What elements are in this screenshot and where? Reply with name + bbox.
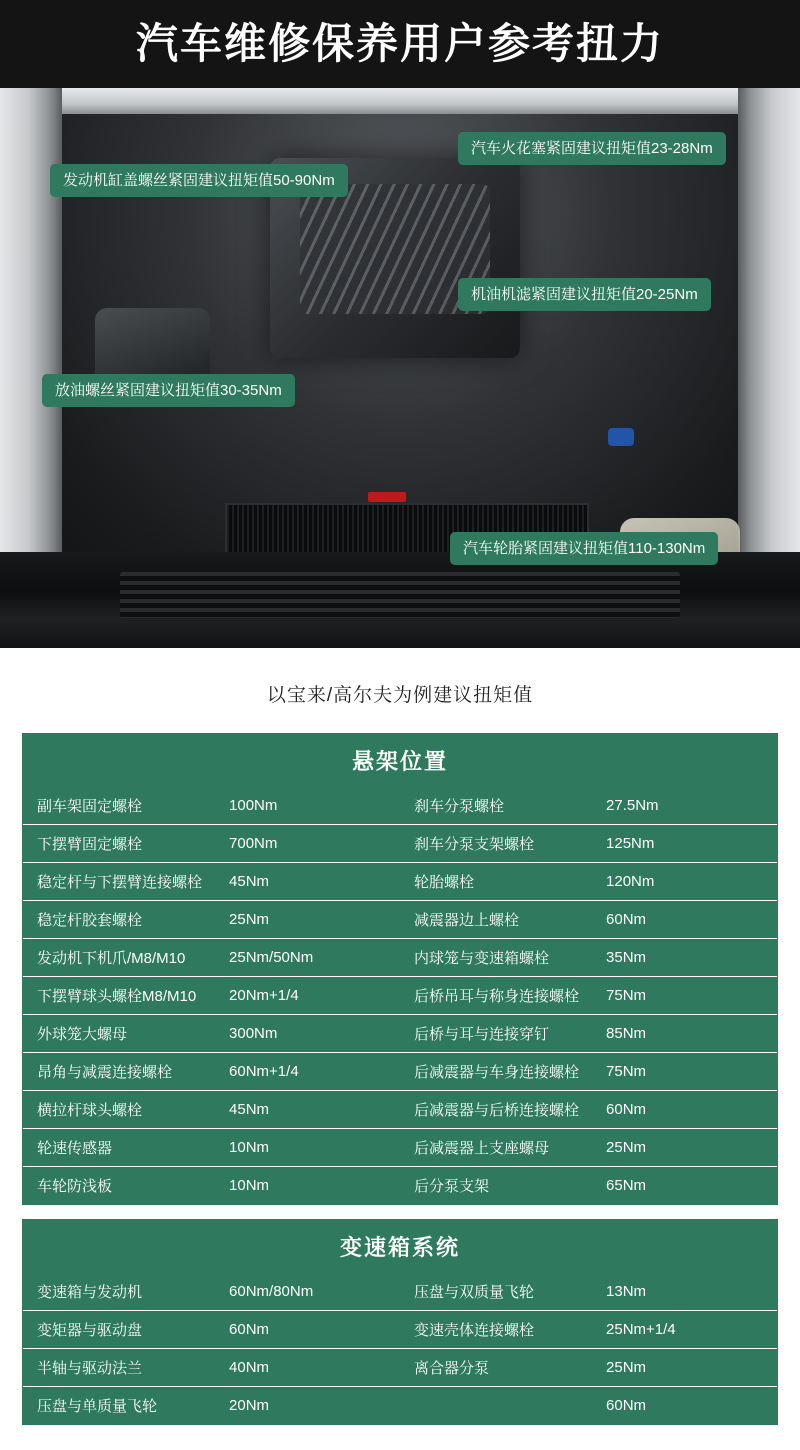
item-value: 65Nm xyxy=(606,1177,647,1194)
item-name: 横拉杆球头螺栓 xyxy=(23,1091,219,1129)
page-header xyxy=(0,0,800,88)
item-value: 60Nm xyxy=(596,1091,777,1129)
item-value: 125Nm xyxy=(596,825,777,863)
item-name: 后减震器上支座螺母 xyxy=(400,1129,596,1167)
item-name: 变矩器与驱动盘 xyxy=(23,1311,219,1349)
table-suspension-title: 悬架位置 xyxy=(23,734,777,787)
item-value: 40Nm xyxy=(219,1349,400,1387)
item-name: 后减震器与车身连接螺栓 xyxy=(400,1053,596,1091)
callout-oil-filter: 机油机滤紧固建议扭矩值20-25Nm xyxy=(458,278,711,311)
item-name: 半轴与驱动法兰 xyxy=(23,1349,219,1387)
photo-grille-shape xyxy=(120,572,680,618)
item-name: 昂角与减震连接螺栓 xyxy=(23,1053,219,1091)
table-row xyxy=(23,787,777,825)
item-value: 10Nm xyxy=(219,1129,400,1167)
item-value: 85Nm xyxy=(596,1015,777,1053)
item-value: 45Nm xyxy=(219,863,400,901)
item-name: 减震器边上螺栓 xyxy=(400,901,596,939)
table-row xyxy=(23,1387,777,1425)
table-row xyxy=(23,1167,777,1205)
item-value: 20Nm+1/4 xyxy=(219,977,400,1015)
photo-hood-edge xyxy=(0,88,800,114)
blue-cap-shape xyxy=(608,428,634,446)
item-value: 45Nm xyxy=(219,1091,400,1129)
table-row xyxy=(23,863,777,901)
item-value: 25Nm xyxy=(596,1129,777,1167)
item-value: 60Nm/80Nm xyxy=(219,1273,400,1311)
item-name: 后桥与耳与连接穿钉 xyxy=(400,1015,596,1053)
engine-bay-photo xyxy=(0,88,800,648)
table-transmission xyxy=(22,1219,778,1425)
table-row xyxy=(23,901,777,939)
item-name: 下摆臂固定螺栓 xyxy=(23,825,219,863)
item-value: 25Nm+1/4 xyxy=(596,1311,777,1349)
item-name: 刹车分泵支架螺栓 xyxy=(400,825,596,863)
item-value: 13Nm xyxy=(596,1273,777,1311)
item-value: 25Nm/50Nm xyxy=(219,939,400,977)
table-row xyxy=(23,1129,777,1167)
item-name: 轮胎螺栓 xyxy=(400,863,596,901)
item-name: 后分泵支架 xyxy=(413,1178,489,1195)
item-value: 60Nm xyxy=(219,1311,400,1349)
item-name: 稳定杆胶套螺栓 xyxy=(23,901,219,939)
item-name: 稳定杆与下摆臂连接螺栓 xyxy=(23,863,219,901)
item-name: 发动机下机爪/M8/M10 xyxy=(23,939,219,977)
item-name: 下摆臂球头螺栓M8/M10 xyxy=(23,977,219,1015)
item-name: 压盘与单质量飞轮 xyxy=(37,1398,158,1415)
table-row xyxy=(23,1273,777,1311)
table-row xyxy=(23,939,777,977)
item-name: 车轮防浅板 xyxy=(37,1178,113,1195)
callout-spark-plug: 汽车火花塞紧固建议扭矩值23-28Nm xyxy=(458,132,726,165)
item-value: 75Nm xyxy=(596,1053,777,1091)
table-row xyxy=(23,1053,777,1091)
callout-wheel: 汽车轮胎紧固建议扭矩值110-130Nm xyxy=(450,532,718,565)
table-transmission-title: 变速箱系统 xyxy=(23,1220,777,1273)
item-value: 300Nm xyxy=(219,1015,400,1053)
table-transmission-grid xyxy=(23,1273,777,1424)
item-name: 压盘与双质量飞轮 xyxy=(400,1273,596,1311)
item-name: 内球笼与变速箱螺栓 xyxy=(400,939,596,977)
item-value: 75Nm xyxy=(596,977,777,1015)
item-name xyxy=(400,1387,596,1425)
table-row xyxy=(23,1349,777,1387)
item-value: 35Nm xyxy=(596,939,777,977)
item-name: 副车架固定螺栓 xyxy=(23,787,219,825)
item-value: 120Nm xyxy=(596,863,777,901)
item-name: 变速箱与发动机 xyxy=(23,1273,219,1311)
item-name: 后减震器与后桥连接螺栓 xyxy=(400,1091,596,1129)
item-value: 10Nm xyxy=(229,1177,270,1194)
item-value: 60Nm xyxy=(606,1397,647,1414)
item-name: 离合器分泵 xyxy=(400,1349,596,1387)
table-suspension-grid xyxy=(23,787,777,1204)
subtitle: 以宝来/高尔夫为例建议扭矩值 xyxy=(266,685,534,706)
callout-drain-plug: 放油螺丝紧固建议扭矩值30-35Nm xyxy=(42,374,295,407)
item-value: 60Nm xyxy=(596,901,777,939)
table-row xyxy=(23,1091,777,1129)
item-name: 轮速传感器 xyxy=(23,1129,219,1167)
callout-cylinder-head: 发动机缸盖螺丝紧固建议扭矩值50-90Nm xyxy=(50,164,348,197)
item-name: 后桥吊耳与称身连接螺栓 xyxy=(400,977,596,1015)
item-value: 25Nm xyxy=(219,901,400,939)
table-row xyxy=(23,825,777,863)
item-value: 700Nm xyxy=(219,825,400,863)
table-row xyxy=(23,1015,777,1053)
item-value: 100Nm xyxy=(219,787,400,825)
red-marker-shape xyxy=(368,492,406,502)
page-title: 汽车维修保养用户参考扭力 xyxy=(135,20,664,67)
item-value: 25Nm xyxy=(596,1349,777,1387)
table-suspension xyxy=(22,733,778,1205)
item-value: 60Nm+1/4 xyxy=(219,1053,400,1091)
table-row xyxy=(23,977,777,1015)
item-name: 外球笼大螺母 xyxy=(23,1015,219,1053)
item-value: 20Nm xyxy=(229,1397,270,1414)
item-value: 27.5Nm xyxy=(596,787,777,825)
item-name: 刹车分泵螺栓 xyxy=(400,787,596,825)
table-row xyxy=(23,1311,777,1349)
item-name: 变速壳体连接螺栓 xyxy=(400,1311,596,1349)
